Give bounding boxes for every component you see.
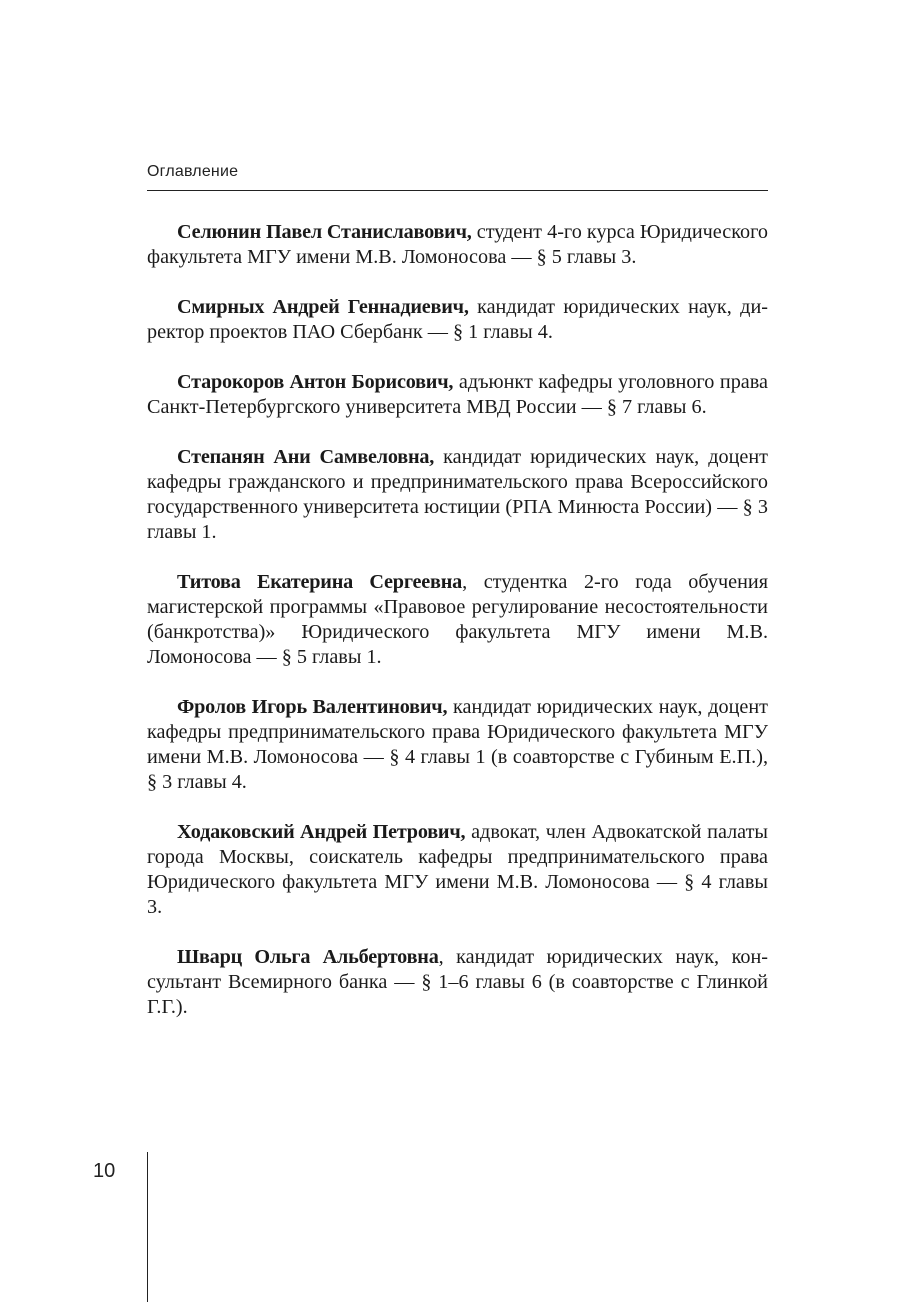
contributor-entry — [147, 820, 768, 920]
contributor-entry — [147, 370, 768, 420]
contributor-description: кандидат юридических наук, доцент кафедры предпринимательского права Юридического факультета МГУ имени М.В. Ломоносова — § 4 главы 1 (в соавторстве с Губиным Е.П.), § 3 главы 4. — [147, 696, 768, 793]
contributor-name: Титова Екатерина Сергеевна — [177, 571, 463, 593]
contributor-description: кандидат юридических наук, директор проектов ПАО Сбербанк — § 1 главы 4. — [147, 296, 768, 343]
contributor-name: Шварц Ольга Альбертовна — [177, 946, 439, 968]
contributor-description: адъюнкт кафедры уголовного права Санкт-Петербургского университета МВД России — § 7 главы 6. — [147, 371, 768, 418]
contributor-description: , студентка 2-го года обучения магистерской программы «Правовое регулирование несостоятельности (банкротства)» Юридического факультета МГУ имени М.В. Ломоносова — § 5 главы 1. — [147, 571, 768, 668]
contributor-description: кандидат юридических наук, доцент кафедры гражданского и предпринимательского права Всероссийского государственного университета юстиции (РПА Минюста России) — § 3 главы 1. — [147, 446, 768, 543]
contributor-name: Старокоров Антон Борисович, — [177, 371, 454, 393]
contributor-entry — [147, 570, 768, 670]
contributor-description: , кандидат юридических наук, консультант Всемирного банка — § 1–6 главы 6 (в соавторстве с Глинкой Г.Г.). — [147, 946, 768, 1018]
contributor-name: Ходаковский Андрей Петрович, — [177, 821, 466, 843]
contributor-name: Смирных Андрей Геннадиевич, — [177, 296, 469, 318]
contributor-description: студент 4-го курса Юридического факультета МГУ имени М.В. Ломоносова — § 5 главы 3. — [147, 221, 768, 268]
contributor-entry — [147, 295, 768, 345]
contributor-name: Степанян Ани Самвеловна, — [177, 446, 435, 468]
contributor-description: адвокат, член Адвокатской палаты города Москвы, соискатель кафедры предпринимательского права Юридического факультета МГУ имени М.В. Ломоносова — § 4 главы 3. — [147, 821, 768, 918]
header-divider — [147, 190, 768, 191]
contributor-name: Фролов Игорь Валентинович, — [177, 696, 448, 718]
footer-vertical-rule — [147, 1152, 148, 1302]
running-header-title: Оглавление — [147, 163, 239, 180]
page-number: 10 — [93, 1160, 116, 1182]
contributor-entry — [147, 445, 768, 545]
contributor-name: Селюнин Павел Станиславович, — [177, 221, 472, 243]
contributors-list — [147, 220, 768, 1045]
contributor-entry — [147, 695, 768, 795]
contributor-entry — [147, 945, 768, 1020]
contributor-entry — [147, 220, 768, 270]
